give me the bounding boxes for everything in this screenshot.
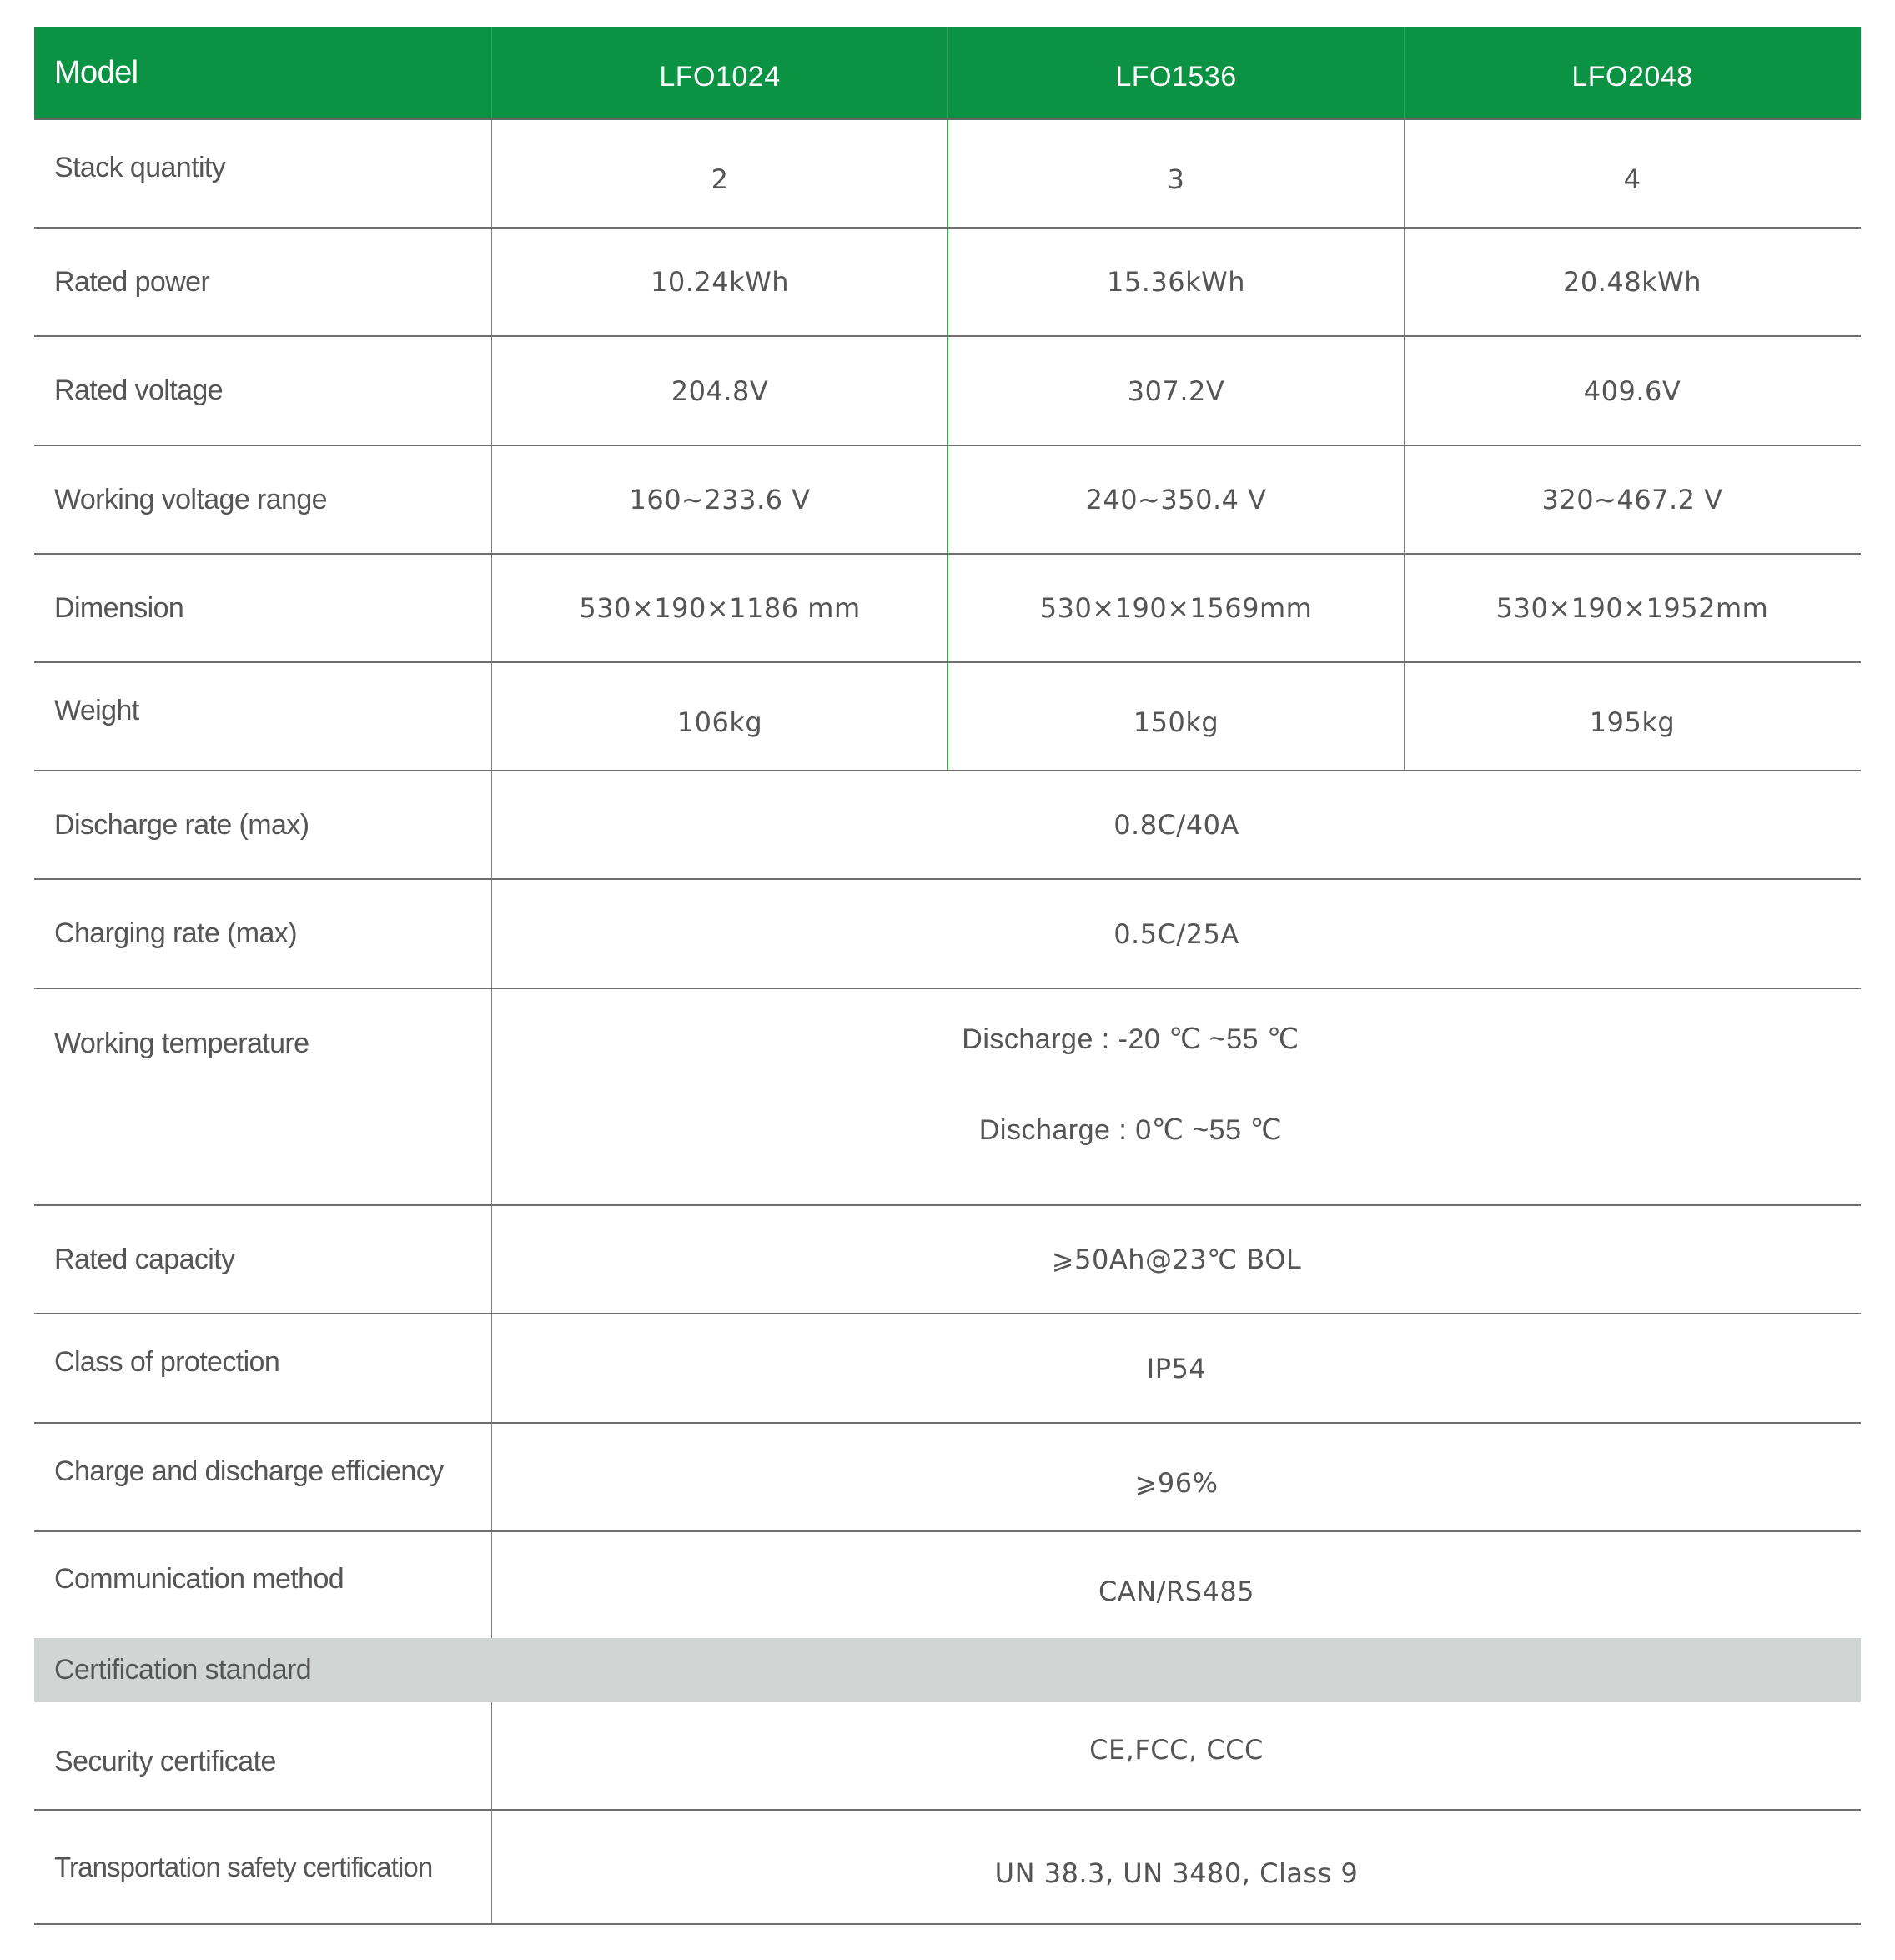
row-value: 150kg	[948, 663, 1405, 770]
row-label: Rated capacity	[34, 1206, 492, 1313]
table-row-rated-power	[34, 229, 1861, 337]
row-value: IP54	[1146, 1352, 1207, 1385]
header-model-lfo1536: LFO1536	[948, 27, 1405, 118]
row-value: CAN/RS485	[1098, 1575, 1255, 1607]
table-row-working-temperature	[34, 989, 1861, 1206]
row-value: 204.8V	[492, 337, 948, 445]
row-label: Class of protection	[34, 1314, 492, 1422]
table-row-working-voltage-range	[34, 446, 1861, 555]
row-value: ⩾50Ah@23℃ BOL	[1051, 1244, 1302, 1275]
row-value: 530×190×1186 mm	[492, 555, 948, 661]
table-row-rated-capacity	[34, 1206, 1861, 1314]
row-label: Weight	[34, 663, 492, 770]
row-label: Transportation safety certification	[34, 1811, 492, 1923]
table-row-discharge-rate	[34, 771, 1861, 880]
row-value: 320~467.2 V	[1541, 484, 1723, 515]
row-value: CE,FCC, CCC	[1089, 1734, 1264, 1766]
row-label: Working voltage range	[34, 446, 492, 553]
row-value: 160~233.6 V	[492, 446, 948, 553]
temperature-line-charge: Discharge : 0℃ ~55 ℃	[978, 1114, 1283, 1146]
row-label: Dimension	[34, 555, 492, 661]
row-value: UN 38.3, UN 3480, Class 9	[994, 1857, 1359, 1889]
row-value: 307.2V	[948, 337, 1405, 445]
row-value: 4	[1623, 163, 1641, 195]
row-value: 409.6V	[1583, 374, 1681, 407]
row-label: Discharge rate (max)	[34, 771, 492, 878]
row-value: 0.8C/40A	[1113, 809, 1239, 841]
row-label: Security certificate	[34, 1702, 492, 1809]
row-value: 530×190×1952mm	[1495, 592, 1769, 624]
row-value: 15.36kWh	[948, 229, 1405, 335]
row-value: 530×190×1569mm	[948, 555, 1405, 661]
header-model-lfo1024: LFO1024	[492, 27, 948, 118]
header-model-label: Model	[34, 27, 492, 118]
row-label: Charge and discharge efficiency	[34, 1424, 492, 1530]
row-label: Rated power	[34, 229, 492, 335]
spec-table	[34, 27, 1861, 1925]
section-title: Certification standard	[54, 1654, 312, 1686]
table-row-charging-rate	[34, 880, 1861, 989]
table-row-weight	[34, 663, 1861, 771]
temperature-values	[492, 989, 1861, 1204]
table-row-stack-quantity	[34, 120, 1861, 229]
row-value: 2	[492, 120, 948, 227]
table-row-rated-voltage	[34, 337, 1861, 446]
table-row-security-certificate	[34, 1702, 1861, 1811]
temperature-line-discharge: Discharge : -20 ℃ ~55 ℃	[962, 1023, 1299, 1055]
row-label: Working temperature	[34, 989, 492, 1204]
row-value: ⩾96%	[1134, 1467, 1219, 1499]
table-header-row	[34, 27, 1861, 120]
table-row-class-of-protection	[34, 1314, 1861, 1424]
row-label: Stack quantity	[34, 120, 492, 227]
table-row-communication-method	[34, 1532, 1861, 1638]
row-value: 195kg	[1589, 706, 1676, 738]
header-model-lfo2048: LFO2048	[1571, 60, 1693, 93]
row-label: Communication method	[34, 1532, 492, 1638]
row-value: 240~350.4 V	[948, 446, 1405, 553]
row-label: Charging rate (max)	[34, 880, 492, 988]
row-value: 106kg	[492, 663, 948, 770]
table-row-dimension	[34, 555, 1861, 663]
row-value: 3	[948, 120, 1405, 227]
row-value: 0.5C/25A	[1113, 917, 1239, 950]
section-band-certification	[34, 1638, 1861, 1702]
table-row-efficiency	[34, 1424, 1861, 1532]
row-value: 10.24kWh	[492, 229, 948, 335]
row-value: 20.48kWh	[1562, 266, 1702, 298]
row-label: Rated voltage	[34, 337, 492, 445]
table-row-transportation-certification	[34, 1811, 1861, 1925]
